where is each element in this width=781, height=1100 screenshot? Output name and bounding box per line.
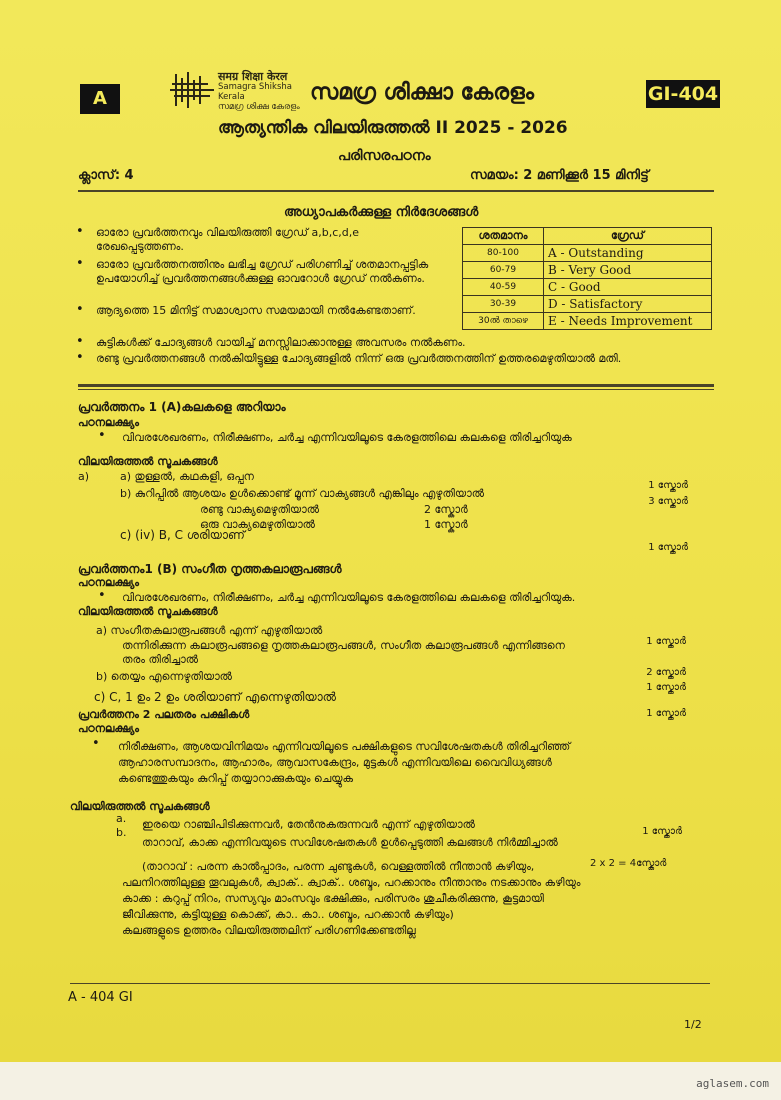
activity-2-goal-2: ആഹാരസമ്പാദനം, ആഹാരം, ആവാസകേന്ദ്രം, മുട്ടകൾ എന്നിവയിലെ വൈവിധ്യങ്ങൾ (118, 756, 552, 769)
exam-title: ആത്യന്തിക വിലയിരുത്തൽ II 2025 - 2026 (218, 118, 568, 138)
activity-2-calc: 2 x 2 = 4സ്കോർ (590, 858, 667, 869)
activity-1b-c-score: 1 സ്കോർ (646, 708, 686, 719)
activity-1b-c1: c) C, 1 ഉം 2 ഉം ശരിയാണ് എന്നെഴുതിയാൽ (94, 690, 337, 704)
footer-divider (70, 983, 710, 984)
paper-code-label: GI-404 (647, 83, 719, 105)
bullet-icon: • (76, 256, 84, 271)
instruction-item: ആദ്യത്തെ 15 മിനിട്ട് സമാശ്വാസ സമയമായി നൽകേണ്ടതാണ്. (96, 304, 416, 317)
grade-table-header-row (463, 228, 712, 245)
activity-2-criteria-label: വിലയിരുത്തൽ സൂചകങ്ങൾ (70, 800, 210, 813)
activity-2-b-text: താറാവ്, കാക്ക എന്നിവയുടെ സവിശേഷതകൾ ഉൾപ്പെടുത്തി കലങ്ങൾ നിർമ്മിച്ചാൽ (142, 836, 558, 849)
activity-1a-criteria-label: വിലയിരുത്തൽ സൂചകങ്ങൾ (78, 455, 218, 468)
activity-1b-b1: b) തെയ്യം എന്നെഴുതിയാൽ (96, 670, 232, 683)
grade-row (463, 313, 712, 330)
bullet-icon: • (76, 224, 84, 239)
activity-1a-b2-score: 2 സ്കോർ (424, 503, 468, 516)
activity-2-answer-5: കലങ്ങളുടെ ഉത്തരം വിലയിരുത്തലിന് പരിഗണിക്കേണ്ടതില്ല (122, 924, 416, 937)
grade-row (463, 262, 712, 279)
logo-hindi-text: समग्र शिक्षा केरल (218, 70, 288, 83)
instruction-item: കുട്ടികൾക്ക് ചോദ്യങ്ങൾ വായിച്ച് മനസ്സിലാക്കാനുള്ള അവസരം നൽകണം. (96, 336, 466, 349)
subject-title: പരിസരപഠനം (338, 148, 431, 164)
bullet-icon: • (92, 736, 100, 751)
set-code-badge (80, 84, 120, 114)
instruction-item: രണ്ടു പ്രവർത്തനങ്ങൾ നൽകിയിട്ടുള്ള ചോദ്യങ്ങളിൽ നിന്ന് ഒരു പ്രവർത്തനത്തിന് ഉത്തരമെഴുതിയാൽ മതി. (96, 352, 622, 365)
activity-2-title: പ്രവർത്തനം 2 പലതരം പക്ഷികൾ (78, 708, 250, 721)
grade-table (462, 227, 712, 330)
instructions-divider-2 (78, 389, 714, 390)
bullet-icon: • (98, 428, 106, 443)
activity-1b-goal: വിവരശേഖരണം, നിരീക്ഷണം, ചർച്ച എന്നിവയിലൂടെ കേരളത്തിലെ കലകളെ തിരിച്ചറിയുക. (122, 591, 576, 604)
samagra-shiksha-logo-icon (170, 68, 214, 112)
activity-1a-b3-score: 1 സ്കോർ (424, 518, 468, 531)
activity-1a-a-label: a) (78, 470, 90, 483)
activity-2-b-marker: b. (116, 826, 127, 839)
activity-2-a-marker: a. (116, 812, 127, 825)
activity-1b-a-score: 1 സ്കോർ (646, 636, 686, 647)
activity-2-answer-4: ജീവിക്കുന്നു, കട്ടിയുള്ള കൊക്ക്, കാ.. കാ.. ശബ്ദം, പറക്കാൻ കഴിയും) (122, 908, 454, 921)
logo-english-text: Samagra Shiksha Kerala (218, 82, 292, 102)
activity-1a-c1: c) (iv) B, C ശരിയാണ് (120, 528, 245, 542)
grade-row (463, 279, 712, 296)
grade-value: D - Satisfactory (544, 296, 712, 313)
activity-1a-b3: ഒരു വാക്യമെഴുതിയാൽ (200, 518, 315, 531)
activity-1a-b1: b) കുറിപ്പിൽ ആശയം ഉൾക്കൊണ്ട് മൂന്ന് വാക്യങ്ങൾ എങ്കിലും എഴുതിയാൽ (120, 487, 484, 500)
set-code-label: A (93, 88, 107, 109)
activity-1a-goal-label: പഠനലക്ഷ്യം (78, 416, 139, 429)
activity-1b-a2: തന്നിരിക്കുന്ന കലാരൂപങ്ങളെ നൃത്തകലാരൂപങ്ങൾ, സംഗീത കലാരൂപങ്ങൾ എന്നിങ്ങനെ (122, 639, 565, 652)
activity-1b-a3: തരം തിരിച്ചാൽ (122, 653, 198, 666)
org-name: സമഗ്ര ശിക്ഷാ കേരളം (310, 80, 534, 105)
grade-range: 30-39 (463, 296, 544, 313)
activity-1a-b2: രണ്ടു വാക്യമെഴുതിയാൽ (200, 503, 319, 516)
time-label: സമയം: 2 മണിക്കൂർ 15 മിനിട്ട് (470, 168, 649, 183)
activity-2-goal-1: നിരീക്ഷണം, ആശയവിനിമയം എന്നിവയിലൂടെ പക്ഷികളുടെ സവിശേഷതകൾ തിരിച്ചറിഞ്ഞ് (118, 740, 571, 753)
activity-2-a-text: ഇരയെ റാഞ്ചിപിടിക്കുന്നവർ, തേൻനുകരുന്നവർ എന്ന് എഴുതിയാൽ (142, 818, 475, 831)
activity-1b-b-score: 2 സ്കോർ (646, 667, 686, 678)
paper-code-badge (646, 80, 720, 108)
activity-1b-a1: a) സംഗീതകലാരൂപങ്ങൾ എന്ന് എഴുതിയാൽ (96, 624, 323, 637)
activity-2-answer-3: കാക്ക : കറുപ്പ് നിറം, സസ്യവും മാംസവും ഭക്ഷിക്കും, പരിസരം ശുചീകരിക്കുന്നു, കൂട്ടമായി (122, 892, 544, 905)
activity-1a-b1-score: 3 സ്കോർ (648, 496, 688, 507)
instructions-divider (78, 384, 714, 387)
instructions-heading: അധ്യാപകർക്കുള്ള നിർദേശങ്ങൾ (284, 205, 479, 220)
header-divider (78, 190, 714, 192)
grade-col-percent: ശതമാനം (463, 228, 544, 245)
grade-value: E - Needs Improvement (544, 313, 712, 330)
grade-row (463, 245, 712, 262)
grade-value: B - Very Good (544, 262, 712, 279)
activity-1a-a1: a) തുള്ളൽ, കഥകളി, ഒപ്പന (120, 470, 254, 483)
grade-col-grade: ഗ്രേഡ് (544, 228, 712, 245)
footer-paper-code: A - 404 GI (68, 990, 133, 1005)
activity-1a-a1-score: 1 സ്കോർ (648, 480, 688, 491)
activity-1a-title: പ്രവർത്തനം 1 (A)കലകളെ അറിയാം (78, 400, 286, 414)
instruction-item: ഓരോ പ്രവർത്തനത്തിനും ലഭിച്ച ഗ്രേഡ് പരിഗണിച്ച് ശതമാനപ്പട്ടിക ഉപയോഗിച്ച് പ്രവർത്തനങ്ങൾക്കുള്ള ഓവറോൾ ഗ്രേഡ് നൽകണം. (96, 258, 429, 285)
grade-value: C - Good (544, 279, 712, 296)
activity-2-goal-3: കണ്ടെത്തുകയും കുറിപ്പ് തയ്യാറാക്കുകയും ചെയ്യുക (118, 772, 353, 785)
activity-1b-criteria-label: വിലയിരുത്തൽ സൂചകങ്ങൾ (78, 605, 218, 618)
footer-page-number: 1/2 (684, 1018, 702, 1031)
bullet-icon: • (98, 588, 106, 603)
activity-2-answer-1: (താറാവ് : പരന്ന കാൽപ്പാദം, പരന്ന ചുണ്ടുകൾ, വെള്ളത്തിൽ നീന്താൻ കഴിയും, (142, 860, 535, 873)
logo-malayalam-small: സമഗ്ര ശിക്ഷ കേരളം (218, 102, 300, 112)
activity-2-b-score: 1 സ്കോർ (642, 826, 682, 837)
activity-1a-goal: വിവരശേഖരണം, നിരീക്ഷണം, ചർച്ച എന്നിവയിലൂടെ കേരളത്തിലെ കലകളെ തിരിച്ചറിയുക (122, 431, 572, 444)
grade-range: 60-79 (463, 262, 544, 279)
activity-2-goal-label: പഠനലക്ഷ്യം (78, 722, 139, 735)
grade-range: 40-59 (463, 279, 544, 296)
activity-1b-b-score-2: 1 സ്കോർ (646, 682, 686, 693)
bullet-icon: • (76, 302, 84, 317)
activity-1b-title: പ്രവർത്തനം1 (B) സംഗീത നൃത്തകലാരൂപങ്ങൾ (78, 562, 342, 576)
activity-2-answer-2: പലനിറത്തിലുള്ള തൂവലുകൾ, ക്വാക്.. ക്വാക്.. ശബ്ദം, പറക്കാനും നീന്താനും നടക്കാനും കഴിയും (122, 876, 581, 889)
instruction-item: ഓരോ പ്രവർത്തനവും വിലയിരുത്തി ഗ്രേഡ് a,b,c,d,e രേഖപ്പെടുത്തണം. (96, 226, 360, 253)
class-label: ക്ലാസ്: 4 (78, 168, 134, 183)
grade-range: 30ൽ താഴെ (463, 313, 544, 330)
source-watermark: aglasem.com (696, 1077, 769, 1090)
activity-1b-goal-label: പഠനലക്ഷ്യം (78, 576, 139, 589)
bullet-icon: • (76, 334, 84, 349)
bullet-icon: • (76, 350, 84, 365)
grade-range: 80-100 (463, 245, 544, 262)
logo-text-block (218, 72, 308, 112)
activity-1a-c1-score: 1 സ്കോർ (648, 542, 688, 553)
grade-value: A - Outstanding (544, 245, 712, 262)
grade-row (463, 296, 712, 313)
